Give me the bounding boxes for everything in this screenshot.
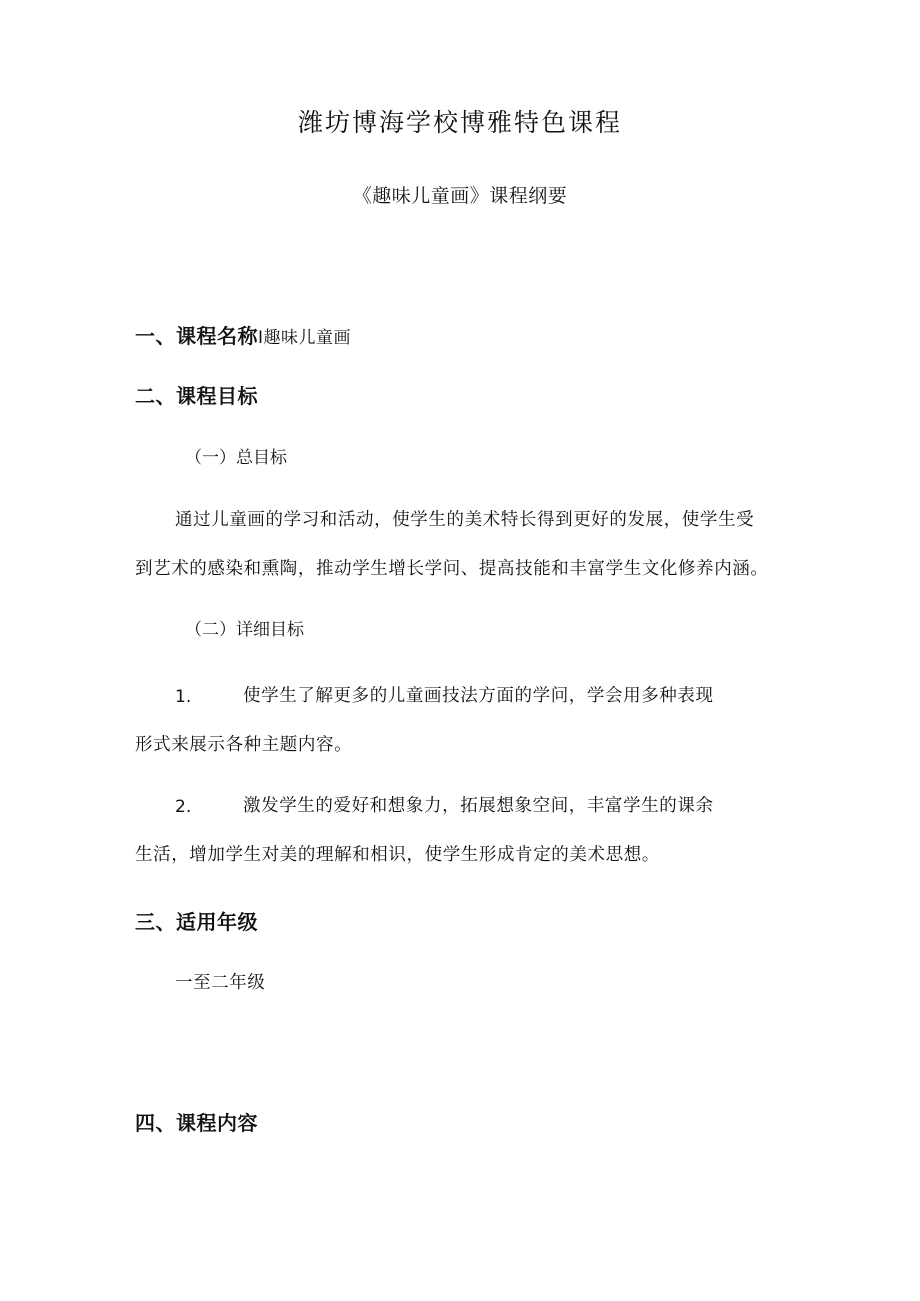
detail-item-1-line-1: 使学生了解更多的儿童画技法方面的学问，学会用多种表现 (243, 686, 714, 706)
general-goal-line-1: 通过儿童画的学习和活动，使学生的美术特长得到更好的发展，使学生受 (175, 510, 755, 530)
section-heading-course-name (135, 326, 351, 347)
detail-item-2-line-1: 激发学生的爱好和想象力，拓展想象空间，丰富学生的课余 (243, 796, 714, 816)
section-heading-course-content: 四、课程内容 (135, 1111, 258, 1135)
detail-item-number: 2. (175, 797, 192, 817)
document-title: 潍坊博海学校博雅特色课程 (297, 108, 622, 137)
grade-value: 一至二年级 (175, 973, 266, 993)
detail-item-2-line-2: 生活，增加学生对美的理解和相识，使学生形成肯定的美术思想。 (135, 845, 660, 865)
section-heading-course-goals: 二、课程目标 (135, 384, 258, 408)
document-subtitle: 《趣味儿童画》课程纲要 (352, 185, 568, 207)
section-heading-label: 一、课程名称 (135, 324, 258, 348)
detail-item-1-line-2: 形式来展示各种主题内容。 (135, 735, 353, 755)
sub-heading-detail-goal: （二）详细目标 (185, 620, 304, 640)
course-name-value: I趣味儿童画 (258, 328, 352, 348)
detail-item-number: 1. (175, 687, 192, 707)
general-goal-line-2: 到艺术的感染和熏陶，推动学生增长学问、提高技能和丰富学生文化修养内涵。 (135, 559, 769, 579)
sub-heading-general-goal: （一）总目标 (185, 448, 287, 468)
section-heading-grade: 三、适用年级 (135, 910, 258, 934)
